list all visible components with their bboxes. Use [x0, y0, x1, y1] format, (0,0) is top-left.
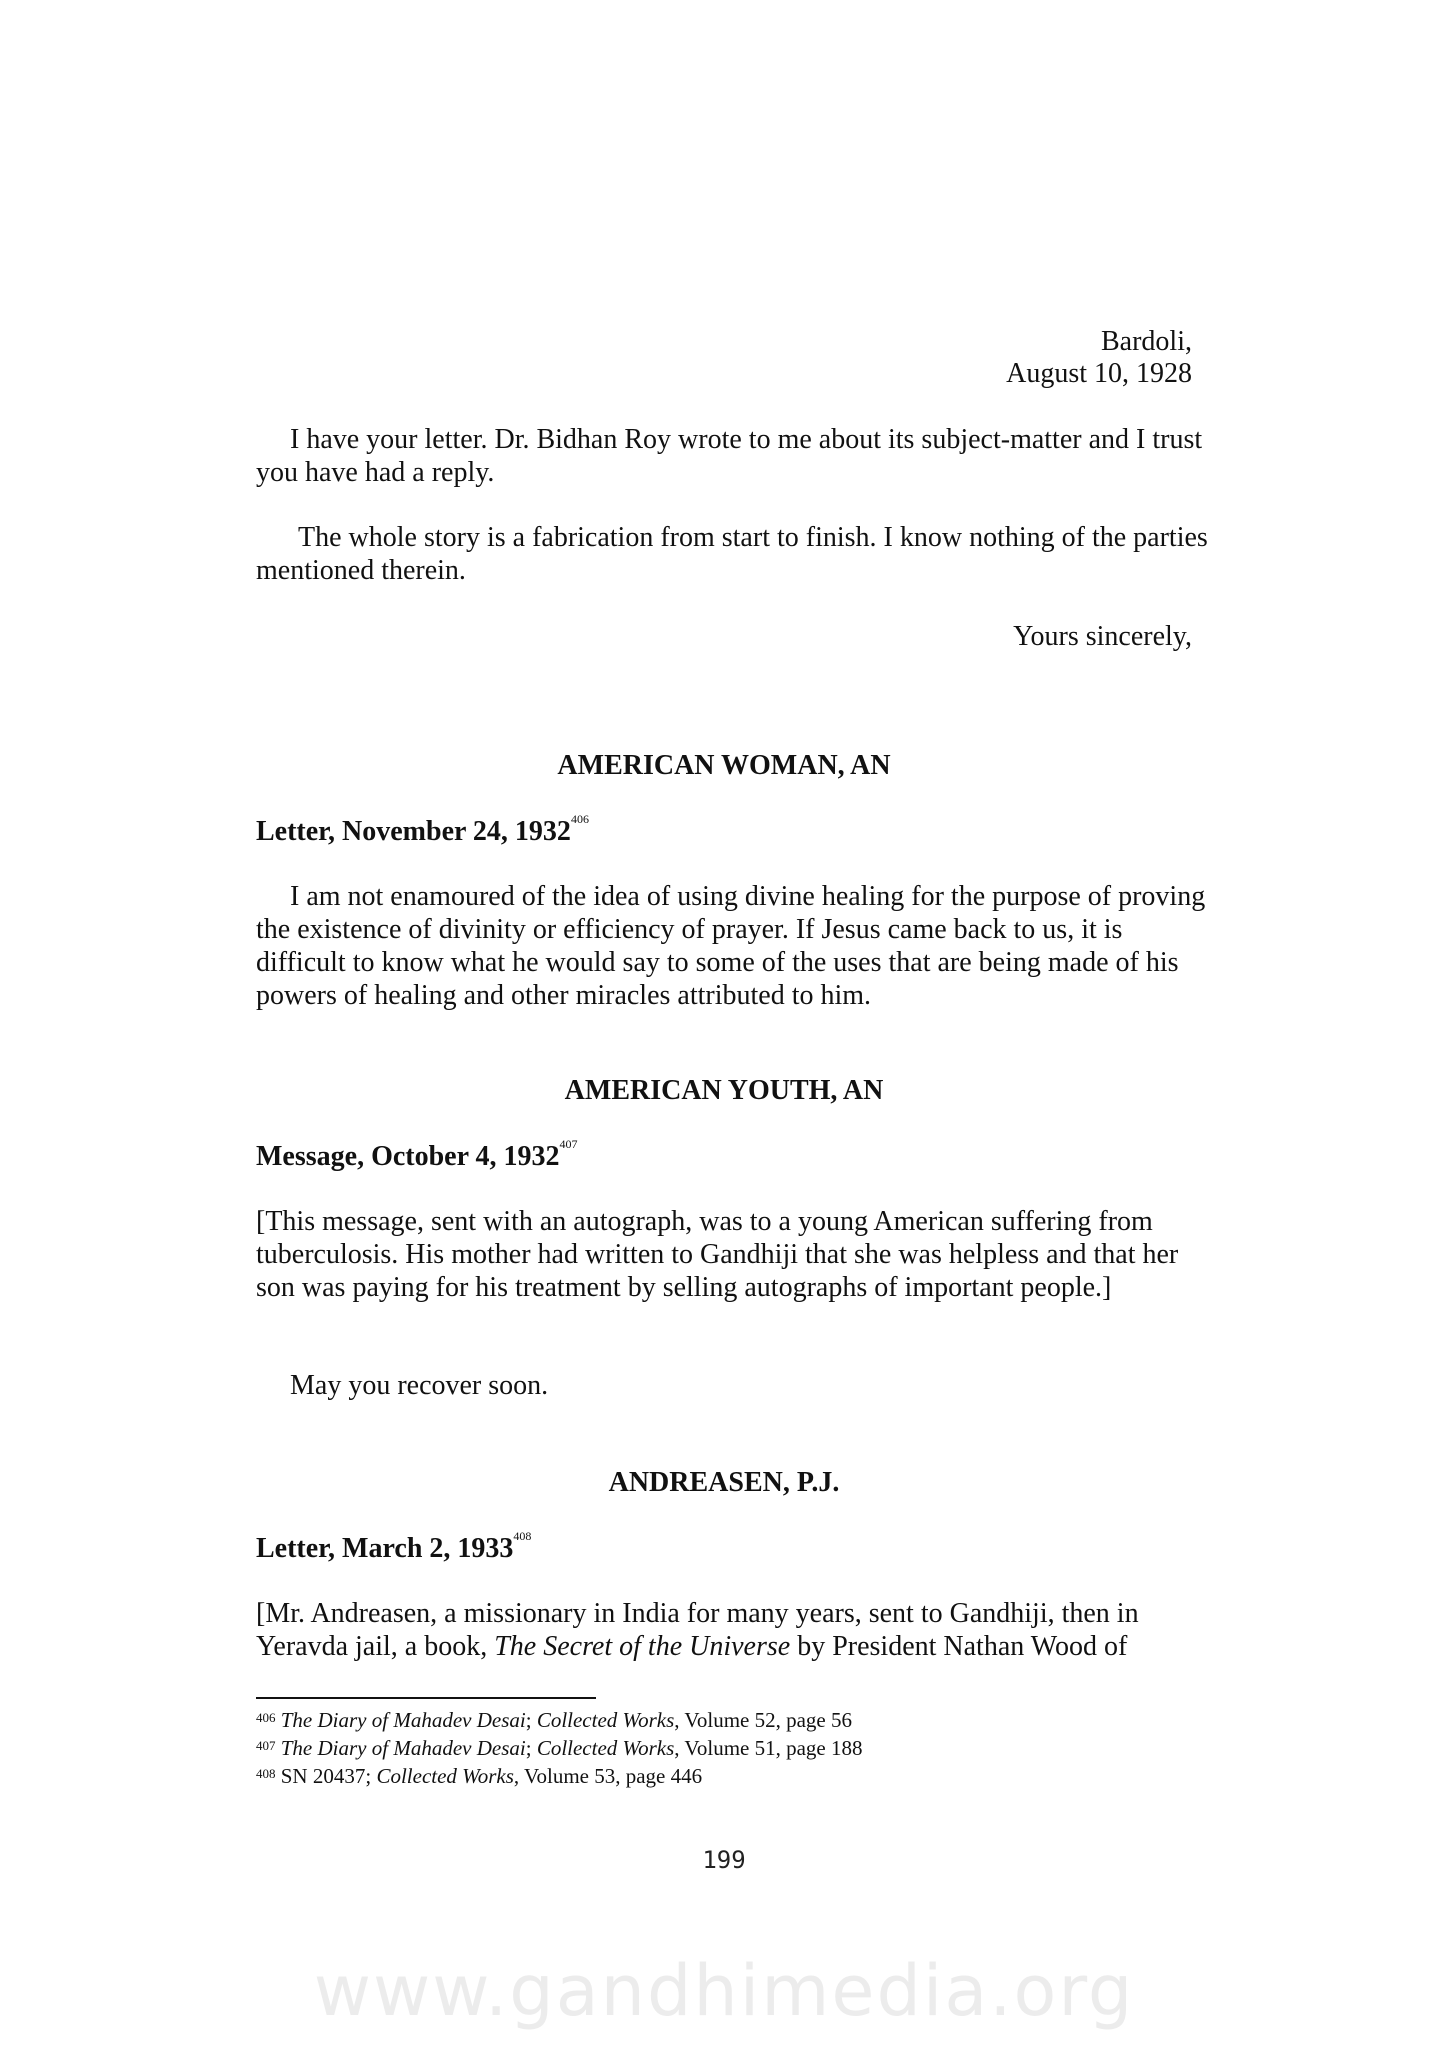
letter-closing: Yours sincerely,	[1013, 621, 1192, 652]
letter-paragraph-1: I have your letter. Dr. Bidhan Roy wrote to me about its subject-matter and I trust you have had a reply.	[256, 424, 1203, 488]
section-title-american-youth: AMERICAN YOUTH, AN	[564, 1075, 884, 1106]
section-subtitle-andreasen	[256, 1529, 532, 1565]
subtitle-text: Message, October 4, 1932	[256, 1141, 560, 1172]
section-intro-andreasen	[256, 1597, 1216, 1663]
footnote-divider	[256, 1697, 596, 1699]
footnote-ref-406: 406	[570, 812, 589, 826]
footnote-rest: , Volume 52, page 56	[674, 1708, 852, 1732]
section-body-american-woman: I am not enamoured of the idea of using divine healing for the purpose of proving the existence of divinity or efficiency of prayer. If Jesus came back to us, it is difficult to know what he would say to some of the uses that are being made of his powers of healing and other miracles attributed to him.	[256, 881, 1206, 1011]
footnote-work: Collected Works	[536, 1736, 675, 1760]
section-body-american-youth: May you recover soon.	[290, 1370, 549, 1401]
footnote-sep: ;	[365, 1764, 377, 1788]
intro-text-end: by President Nathan Wood of	[790, 1631, 1128, 1662]
section-intro-american-youth: [This message, sent with an autograph, was to a young American suffering from tuberculosis. His mother had written to Gandhiji that she was helpless and that her son was paying for his treatment by selling autographs of important people.]	[256, 1206, 1179, 1303]
section-subtitle-american-woman	[256, 812, 589, 848]
subtitle-text: Letter, November 24, 1932	[256, 816, 571, 847]
section-title-andreasen: ANDREASEN, P.J.	[608, 1467, 840, 1498]
footnote-rest: , Volume 51, page 188	[674, 1736, 863, 1760]
footnote-sep: ;	[525, 1708, 537, 1732]
section-title-american-woman: AMERICAN WOMAN, AN	[557, 750, 891, 781]
section-subtitle-american-youth	[256, 1137, 578, 1173]
footnote-ref-408: 408	[513, 1529, 532, 1543]
footnote-number: 406	[256, 1710, 276, 1725]
footnote-title: SN 20437	[280, 1764, 366, 1788]
footnote-406	[256, 1706, 852, 1734]
footnote-work: Collected Works	[376, 1764, 514, 1788]
footnote-ref-407: 407	[559, 1137, 578, 1151]
footnote-408	[256, 1762, 702, 1790]
footnote-title: The Diary of Mahadev Desai	[280, 1736, 526, 1760]
footnote-number: 407	[256, 1738, 276, 1753]
book-title: The Secret of the Universe	[494, 1631, 791, 1662]
page-number: 199	[702, 1846, 746, 1874]
footnote-sep: ;	[525, 1736, 537, 1760]
letter-date: August 10, 1928	[1006, 358, 1192, 389]
intro-text: [Mr. Andreasen, a missionary in India for many years, sent to Gandhiji, then in Yeravda jail, a book,	[256, 1598, 1139, 1662]
footnote-rest: , Volume 53, page 446	[513, 1764, 703, 1788]
footnote-number: 408	[256, 1766, 276, 1781]
watermark: www.gandhimedia.org	[313, 1950, 1135, 2032]
letter-place: Bardoli,	[1101, 326, 1192, 357]
footnote-work: Collected Works	[536, 1708, 675, 1732]
footnote-407	[256, 1734, 863, 1762]
letter-paragraph-2: The whole story is a fabrication from start to finish. I know nothing of the parties mentioned therein.	[256, 522, 1208, 586]
subtitle-text: Letter, March 2, 1933	[256, 1533, 514, 1564]
footnote-title: The Diary of Mahadev Desai	[280, 1708, 526, 1732]
